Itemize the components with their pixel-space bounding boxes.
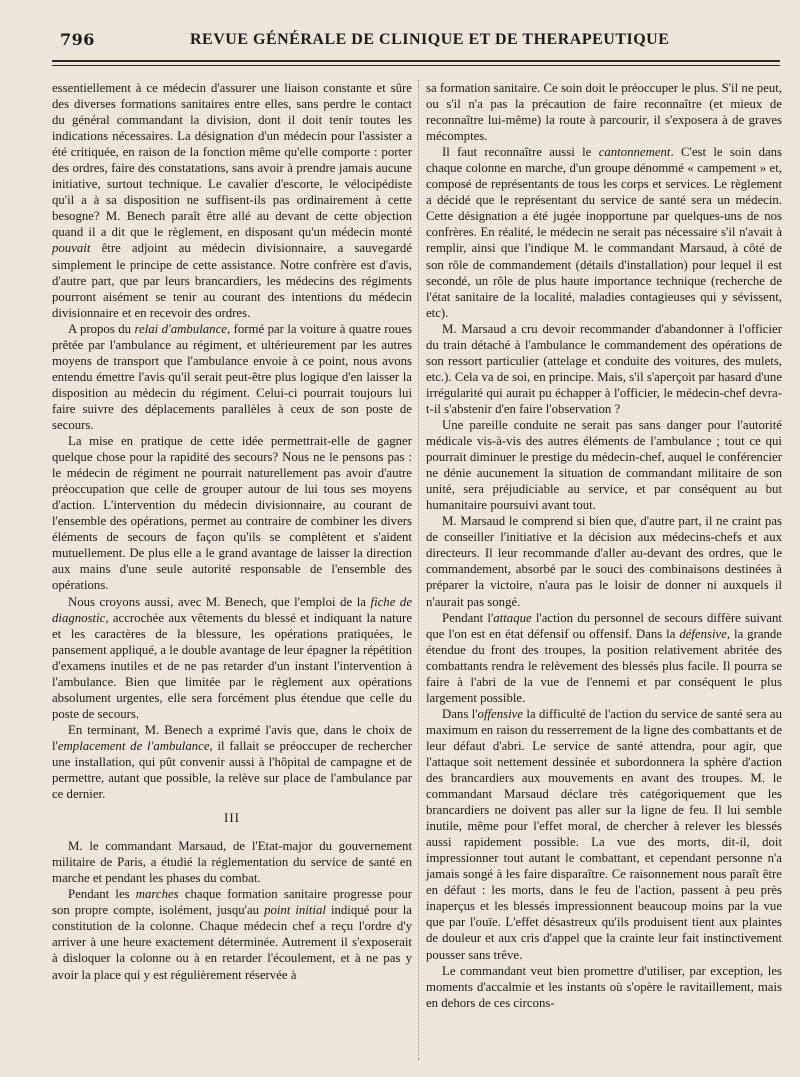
- paragraph: Le commandant veut bien promettre d'utiliser, par exception, les moments d'accalmie et les instants où s'opère le ravitaillement, mais en dehors de ces circons-: [426, 963, 782, 1010]
- paragraph: Il faut reconnaître aussi le cantonnement. C'est le soin dans chaque colonne en marche, d'un groupe dénommé « campement » et, composé de représentants de tous les corps et services. Le règlement a décidé que le représentant du service de santé sera un médecin. Cette désignation a été jugée inopportune par quelques-uns de nos confrères. En réalité, le médecin ne serait pas nécessaire s'il n'avait à remplir, ainsi que l'indique M. le commandant Marsaud, à côté de son rôle de commandement (détails d'installation) pour lequel il est secondé, un rôle de plus haute importance technique (recherche de l'état sanitaire de la localité, maladies contagieuses qui y sévissent, etc).: [426, 145, 783, 320]
- running-title: REVUE GÉNÉRALE DE CLINIQUE ET DE THERAPEUTIQUE: [190, 31, 670, 48]
- paragraph: A propos du relai d'ambulance, formé par la voiture à quatre roues prêtée par l'ambulance au régiment, et ultérieurement par les autres moyens de transport que l'ambulance envoie à ce point, nous avons entendu émettre l'avis qu'il serait peut-être plus logique d'en laisser la disposition au médecin du régiment. Celui-ci pourrait toujours lui faire suivre des déplacements parallèles à ceux de son poste de secours.: [52, 321, 412, 432]
- page-number: 796: [60, 30, 95, 49]
- paragraph: Pendant l'attaque l'action du personnel de secours diffère suivant que l'on est en état défensif ou offensif. Dans la défensive, la grande étendue du front des troupes, la position relativement abritée des combattants rendra le relèvement des blessés plus facile. Il pourra se faire à l'abri de la vue de l'ennemi et par conséquent le plus largement possible.: [426, 610, 782, 705]
- paragraph: Pendant les marches chaque formation sanitaire progresse pour son propre compte, isolément, jusqu'au point initial indiqué pour la constitution de la colonne. Chaque médecin chef a reçu l'ordre d'y arriver à une heure exactement déterminée. Autrement il s'exposerait à disloquer la colonne ou à en retarder l'écoulement, et à ne pas y avoir la place qui y est régulièrement réservée à: [52, 887, 413, 982]
- paragraph: sa formation sanitaire. Ce soin doit le préoccuper le plus. S'il ne peut, ou s'il n'a pas la précaution de faire reconnaître (et mieux de reconnaître lui-même) la route à parcourir, il s'exposera à de graves mécomptes.: [426, 81, 782, 144]
- paragraph: M. Marsaud le comprend si bien que, d'autre part, il ne craint pas de conseiller l'initiative et la décision aux médecins-chefs et aux directeurs. Il leur recommande d'aller au-devant des ordres, que le commandement, absorbé par le souci des combinaisons destinées à préparer la victoire, n'aura pas le loisir de donner ni auxquels il n'aurait pas songé.: [426, 514, 782, 609]
- paragraph: Dans l'offensive la difficulté de l'action du service de santé sera au maximum en raison du resserrement de la ligne des combattants et de leur défaut d'abri. Le service de santé attendra, pour agir, que l'attaque soit nettement dessinée et subordonnera la sphère d'action des brancardiers aux mouvements en avant des troupes. M. le commandant Marsaud déclare très catégoriquement que les brancardiers ne doivent pas aller sur la ligne de feu. Il lui semble inutile, même pour l'effet moral, de chercher à relever les blessés aussi rapidement possible. La vue des morts, dit-il, doit impressionner tout autant le combattant, et cependant personne n'a jamais songé à les faire disparaître. Ce raisonnement nous paraît être en défaut : les morts, dans le feu de l'action, passent à peu près inaperçus et les blessés impressionnent beaucoup moins par la vue que par l'ouïe. L'effet désastreux qu'ils produisent tient aux plaintes de douleur et aux cris d'appel que la crainte leur fait instinctivement pousser sans trêve.: [426, 706, 782, 962]
- paragraph: M. le commandant Marsaud, de l'Etat-major du gouvernement militaire de Paris, a étudié la réglementation du service de santé en marche et pendant les phases du combat.: [52, 839, 412, 886]
- header-rule-thin: [52, 65, 780, 66]
- header-rule: [52, 60, 780, 62]
- paragraph: Une pareille conduite ne serait pas sans danger pour l'autorité médicale vis-à-vis des autres éléments de l'ambulance ; tout ce qui pourrait diminuer le prestige du médecin-chef, auquel le conférencier ne dénie aucunement la situation de commandant militaire de son unité, sera préjudiciable au service, et par conséquent au but humanitaire poursuivi avant tout.: [426, 417, 782, 513]
- page-header: [0, 30, 800, 54]
- paragraph: Nous croyons aussi, avec M. Benech, que l'emploi de la fiche de diagnostic, accrochée aux vêtements du blessé et indiquant la nature et les caractères de la blessure, les opérations pratiquées, le pansement appliqué, a le double avantage de leur épagner la répétition d'examens inutiles et de ne pas retarder d'un instant l'intervention à l'ambulance. Bien que limitée par le règlement aux opérations absolument urgentes, elle sera forcément plus étendue que celle du poste de secours.: [52, 594, 413, 721]
- column-divider: [418, 80, 419, 1060]
- right-column: [426, 80, 782, 1011]
- section-number: III: [224, 810, 240, 826]
- left-column: [52, 80, 412, 983]
- paragraph: La mise en pratique de cette idée permettrait-elle de gagner quelque chose pour la rapidité des secours? Nous ne le pensons pas : le médecin de régiment ne pourrait naturellement pas avoir d'autre préoccupation que celle de grouper autour de lui tous ses moyens d'action. L'intervention du médecin divisionnaire, au courant de l'ensemble des opérations, permet au contraire de combiner les divers éléments de secours de façon qu'ils se complètent et s'aident mutuellement. De plus elle a le grand avantage de laisser la direction aux mains d'une seule autorité responsable de l'ensemble des opérations.: [52, 434, 412, 593]
- paragraph: M. Marsaud a cru devoir recommander d'abandonner à l'officier du train détaché à l'ambulance le commandement des opérations de son ressort particulier (attelage et conduite des voitures, des mulets, etc.). Cela va de soi, en principe. Mais, s'il s'aperçoit par hasard d'une irrégularité qui aurait pu échapper à l'officier, le médecin-chef devra-t-il s'abstenir d'en faire l'observation ?: [426, 321, 782, 416]
- paragraph: essentiellement à ce médecin d'assurer une liaison constante et sûre des diverses formations sanitaires entre elles, sans perdre le contact du général commandant la division, dont il doit tenir toutes les indications nécessaires. La désignation d'un médecin pour l'assister a été critiquée, en raison de la fonction même qu'elle comporte : porter des ordres, faire des constatations, sans avoir à prendre jamais aucune initiative, surtout technique. Le cavalier d'escorte, le vélocipédiste qu'il a à sa disposition ne suffisent-ils pas ordinairement à cette besogne? M. Benech paraît être allé au devant de cette objection quand il a dit que le règlement, en disposant qu'un médecin monté pouvait être adjoint au médecin divisionnaire, a sauvegardé simplement le principe de cette assistance. Notre confrère est d'avis, d'autre part, que par leurs brancardiers, les médecins des régiments pourront aisément se tenir au courant des intentions du médecin divisionnaire et en recevoir des ordres.: [52, 81, 413, 320]
- paragraph: En terminant, M. Benech a exprimé l'avis que, dans le choix de l'emplacement de l'ambulance, il fallait se préoccuper de rechercher une installation, qui pût convenir aussi à l'hôpital de campagne et de permettre, autant que possible, la relève sur place de l'ambulance par ce dernier.: [52, 722, 412, 802]
